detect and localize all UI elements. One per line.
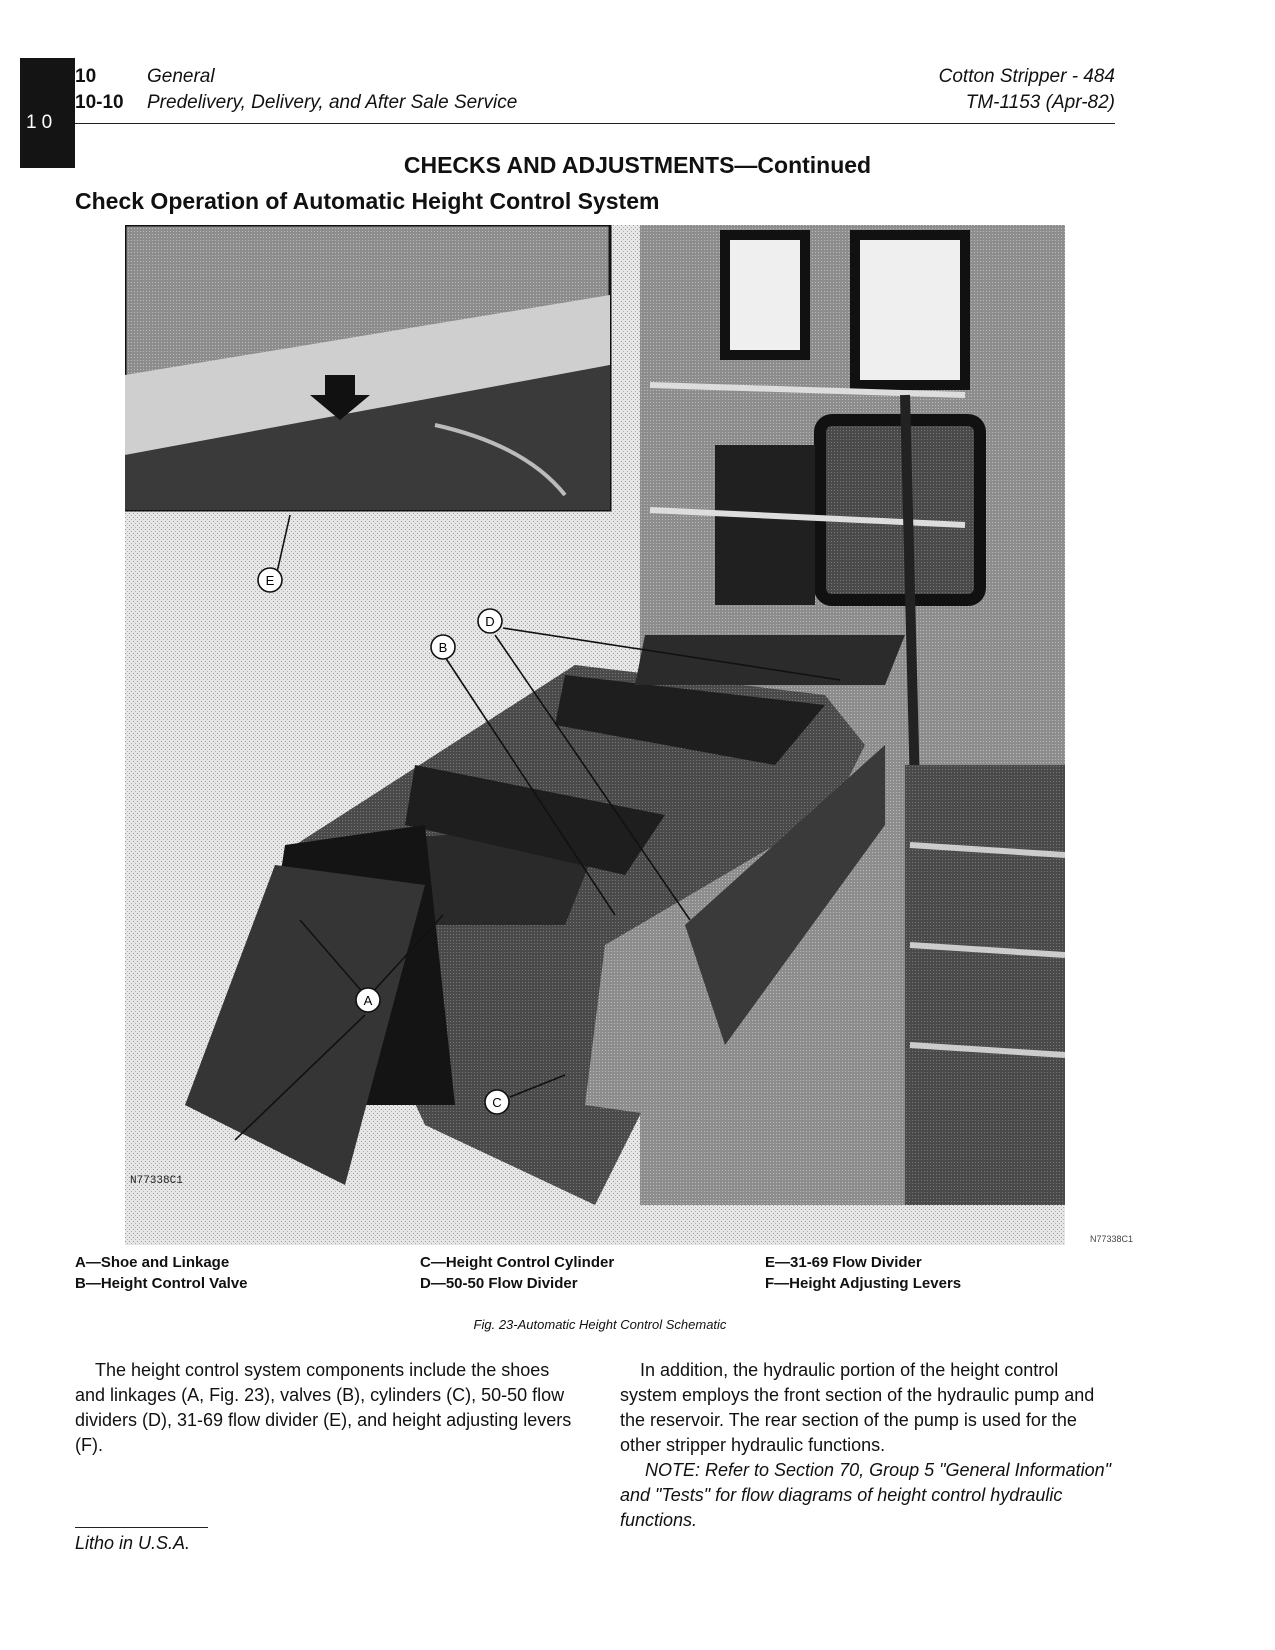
figure-caption: Fig. 23-Automatic Height Control Schematic — [473, 1317, 727, 1332]
section-title: CHECKS AND ADJUSTMENTS—Continued — [403, 152, 872, 178]
callout-d — [478, 609, 502, 633]
callout-b — [431, 635, 455, 659]
header-group-line — [75, 92, 517, 114]
svg-text:D: D — [485, 614, 495, 629]
photo-id-inset: N77338C1 — [130, 1175, 183, 1187]
body-left-column — [75, 1358, 575, 1458]
callout-a — [356, 988, 380, 1012]
footer-rule — [75, 1527, 208, 1528]
svg-text:A: A — [363, 993, 373, 1008]
header-group-number: 10-10 — [75, 92, 124, 113]
header-section-line — [75, 66, 215, 88]
body-right-paragraph: In addition, the hydraulic portion of the height control system employs the front section of the hydraulic pump and the reservoir. The rear section of the pump is used for the other stripper hydraulic functions. — [620, 1360, 1095, 1455]
body-left-paragraph: The height control system components include the shoes and linkages (A, Fig. 23), valves (B), cylinders (C), 50-50 flow dividers (D), 31-69 flow divider (E), and height adjusting levers (F). — [75, 1360, 572, 1455]
header-section-number: 10 — [75, 66, 97, 87]
header-product: Cotton Stripper - 484 — [938, 66, 1115, 87]
body-note: NOTE: Refer to Section 70, Group 5 "General Information" and "Tests" for flow diagrams of height control hydraulic functions. — [620, 1460, 1111, 1530]
legend-e: E—31-69 Flow Divider — [765, 1254, 922, 1271]
header-group-name: Predelivery, Delivery, and After Sale Service — [147, 92, 518, 113]
svg-text:B: B — [438, 640, 448, 655]
legend-a: A—Shoe and Linkage — [75, 1254, 230, 1271]
legend-b: B—Height Control Valve — [75, 1275, 248, 1292]
callout-c — [485, 1090, 509, 1114]
header-section-name: General — [147, 66, 215, 87]
header-manual: TM-1153 (Apr-82) — [965, 92, 1115, 113]
header-rule — [75, 123, 1115, 124]
legend-c: C—Height Control Cylinder — [420, 1254, 615, 1271]
inset-photo-e — [125, 225, 610, 510]
legend-f: F—Height Adjusting Levers — [765, 1275, 962, 1292]
footer-litho: Litho in U.S.A. — [75, 1533, 191, 1553]
sub-title: Check Operation of Automatic Height Control System — [75, 188, 660, 214]
height-control-photo — [125, 225, 1065, 1245]
photo-id: N77338C1 — [1090, 1234, 1134, 1244]
svg-text:C: C — [492, 1095, 502, 1110]
svg-text:E: E — [265, 573, 275, 588]
legend-d: D—50-50 Flow Divider — [420, 1275, 578, 1292]
section-tab-number: 10 — [26, 112, 58, 133]
callout-e — [258, 568, 282, 592]
body-right-column — [620, 1358, 1120, 1533]
